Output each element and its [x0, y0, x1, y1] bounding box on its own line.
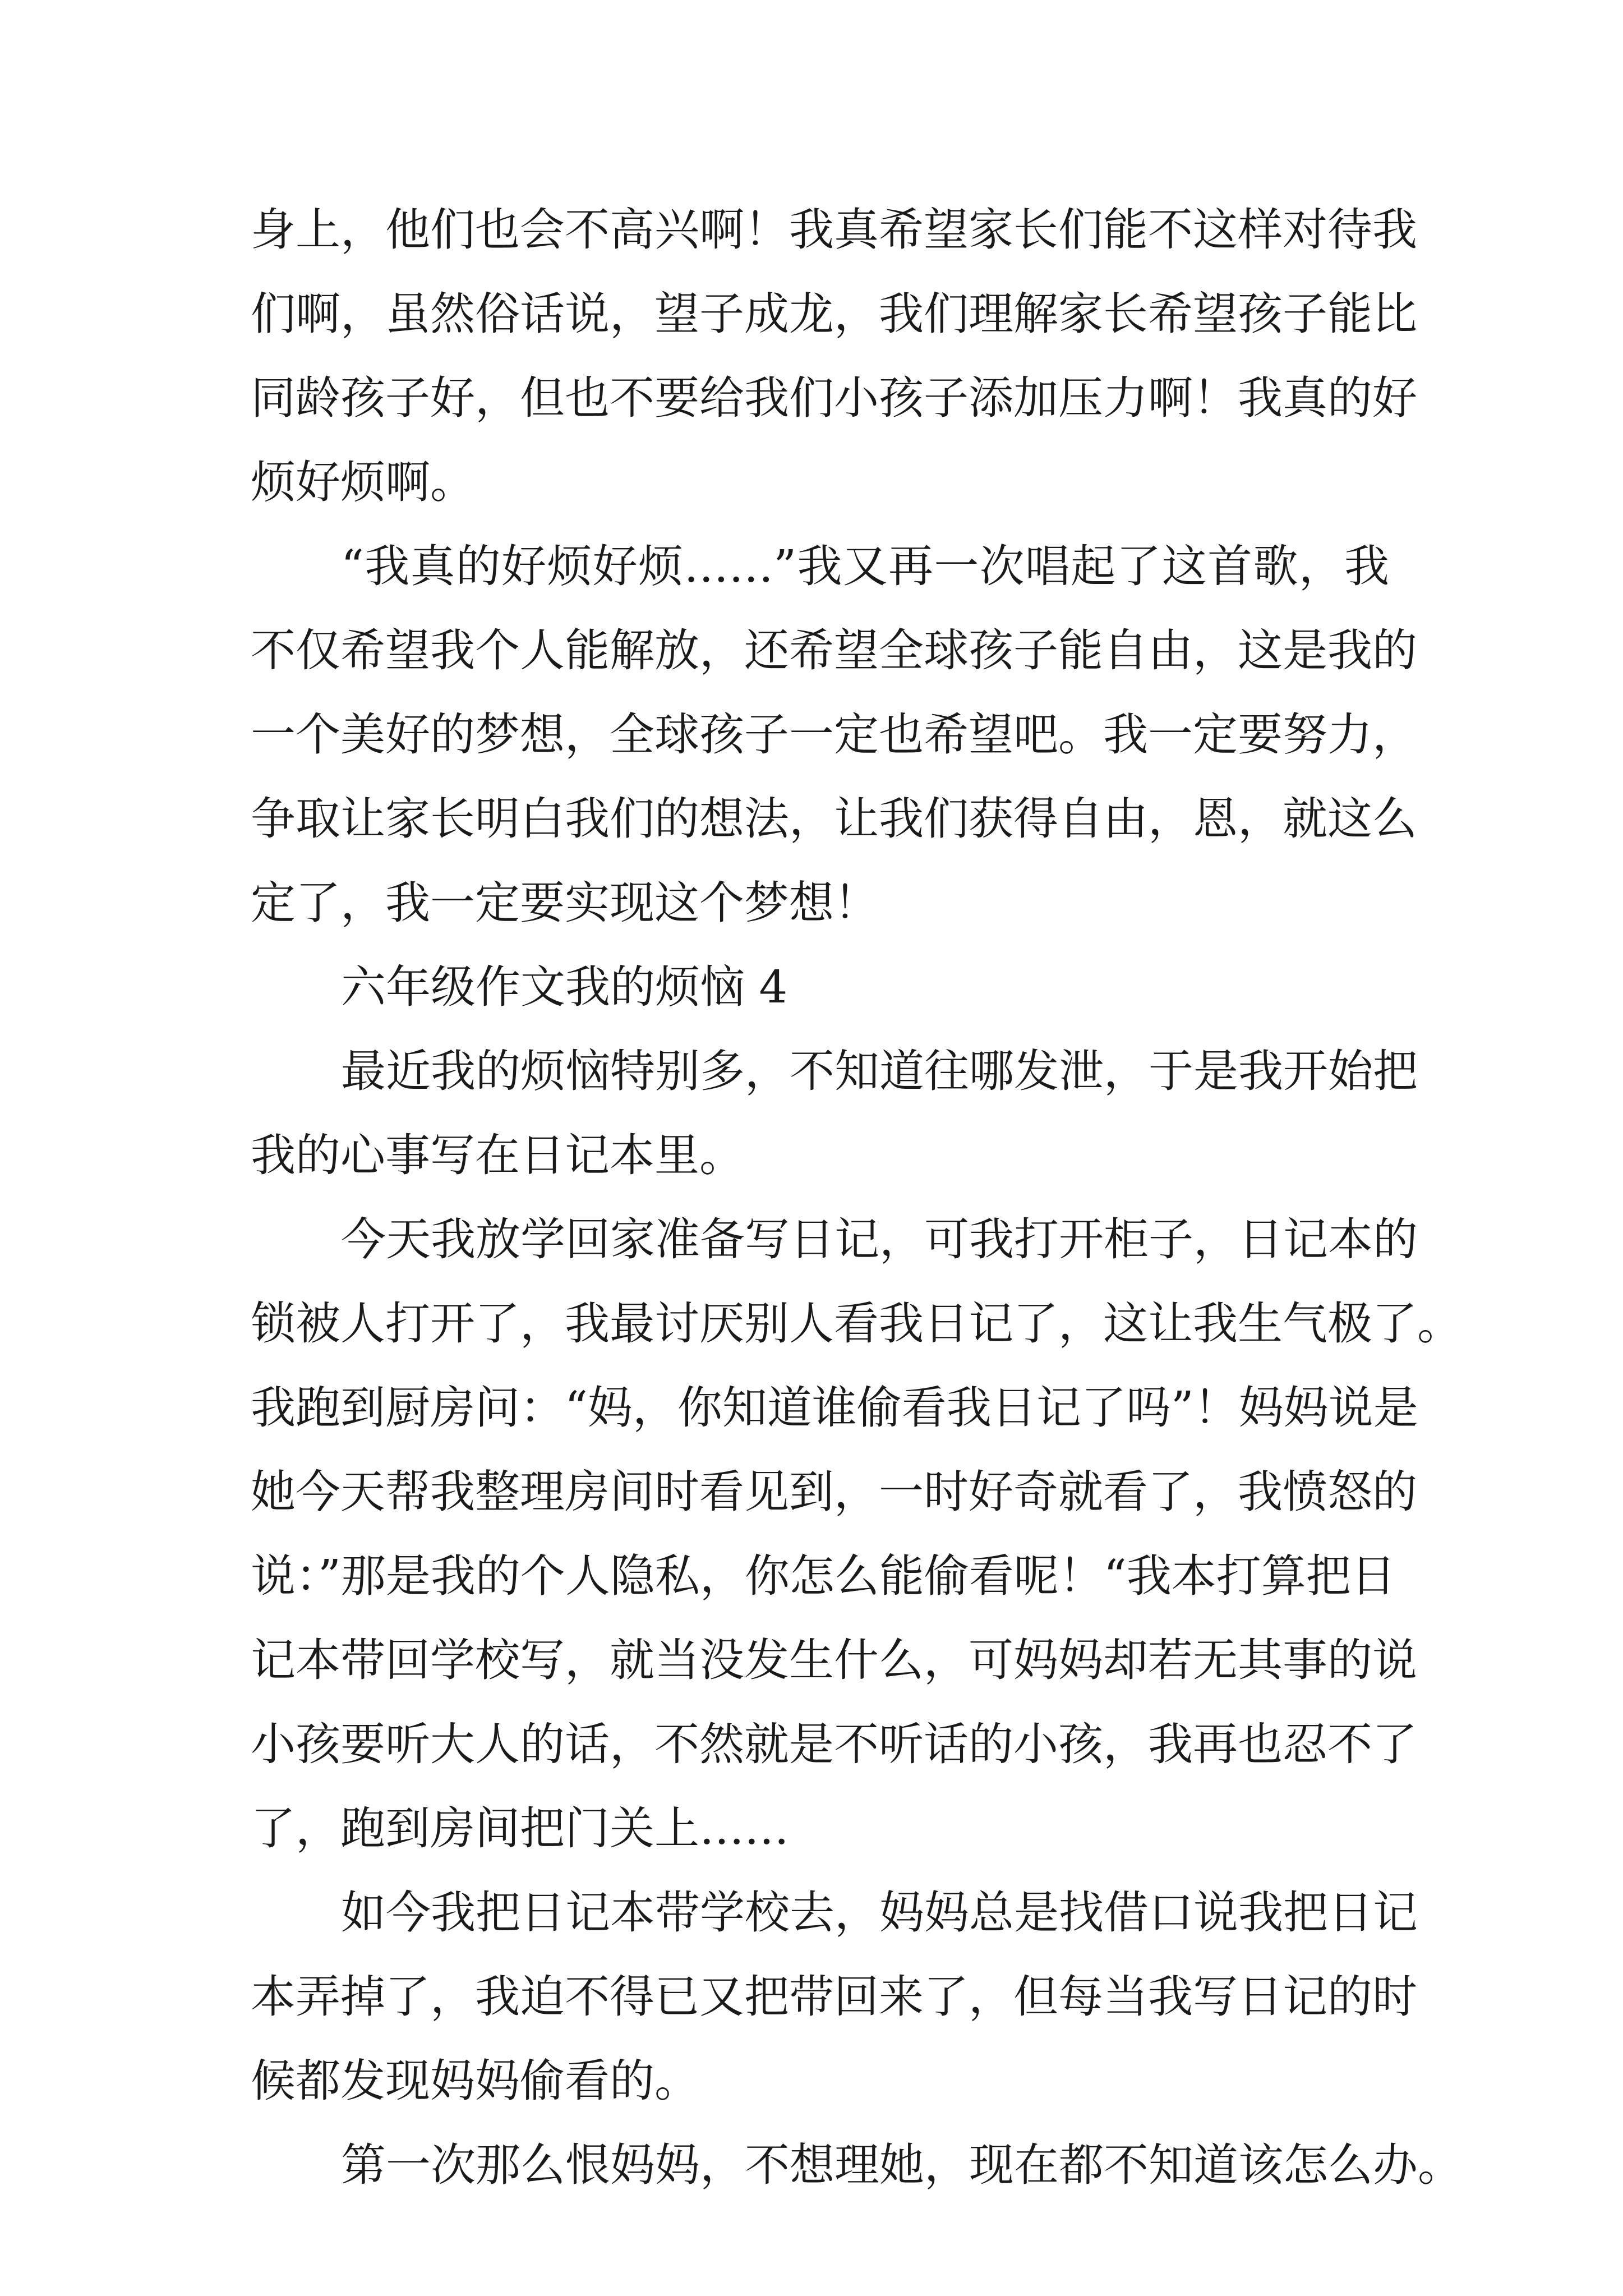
text-line: 如今我把日记本带学校去，妈妈总是找借口说我把日记 — [341, 1887, 1418, 1939]
text-line: 记本带回学校写，就当没发生什么，可妈妈却若无其事的说 — [251, 1634, 1417, 1686]
text-line: 了，跑到房间把门关上…… — [251, 1802, 789, 1855]
text-line: 今天我放学回家准备写日记，可我打开柜子，日记本的 — [341, 1213, 1418, 1266]
text-line: 争取让家长明白我们的想法，让我们获得自由，恩，就这么 — [251, 793, 1417, 845]
text-line: 她今天帮我整理房间时看见到，一时好奇就看了，我愤怒的 — [251, 1466, 1417, 1518]
text-line: 不仅希望我个人能解放，还希望全球孩子能自由，这是我的 — [251, 624, 1417, 677]
text-line: 锁被人打开了，我最讨厌别人看我日记了，这让我生气极了。 — [251, 1297, 1462, 1350]
text-line: 小孩要听大人的话，不然就是不听话的小孩，我再也忍不了 — [251, 1718, 1417, 1770]
text-line: 第一次那么恨妈妈，不想理她，现在都不知道该怎么办。 — [341, 2139, 1463, 2191]
text-line: 说：”那是我的个人隐私，你怎么能偷看呢！“我本打算把日 — [251, 1550, 1396, 1602]
text-line: 我跑到厨房问：“妈，你知道谁偷看我日记了吗”！妈妈说是 — [251, 1382, 1418, 1434]
text-line: 一个美好的梦想，全球孩子一定也希望吧。我一定要努力， — [251, 708, 1417, 761]
text-line: 最近我的烦恼特别多，不知道往哪发泄，于是我开始把 — [341, 1045, 1418, 1097]
text-line: 烦好烦啊。 — [251, 456, 475, 508]
text-line: 们啊，虽然俗话说，望子成龙，我们理解家长希望孩子能比 — [251, 288, 1417, 340]
text-line: 候都发现妈妈偷看的。 — [251, 2055, 699, 2107]
text-line: 本弄掉了，我迫不得已又把带回来了，但每当我写日记的时 — [251, 1971, 1417, 2023]
text-line: 同龄孩子好，但也不要给我们小孩子添加压力啊！我真的好 — [251, 372, 1417, 424]
section-heading: 六年级作文我的烦恼 4 — [341, 961, 788, 1013]
text-line: 我的心事写在日记本里。 — [251, 1129, 744, 1181]
text-line: “我真的好烦好烦……”我又再一次唱起了这首歌，我 — [341, 540, 1389, 592]
text-line: 定了，我一定要实现这个梦想！ — [251, 877, 879, 929]
text-line: 身上，他们也会不高兴啊！我真希望家长们能不这样对待我 — [251, 204, 1417, 256]
